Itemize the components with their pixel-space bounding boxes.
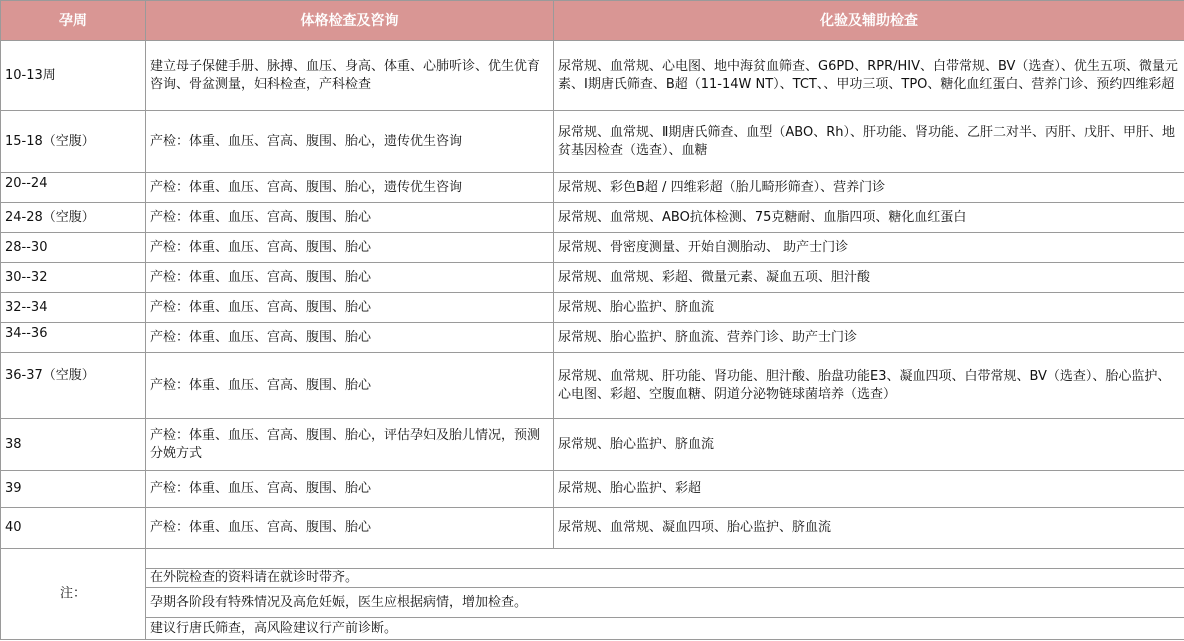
lab-cell: 尿常规、血常规、ABO抗体检测、75克糖耐、血脂四项、糖化血红蛋白	[554, 203, 1184, 233]
lab-cell: 尿常规、骨密度测量、开始自测胎动、 助产士门诊	[554, 233, 1184, 263]
lab-cell: 尿常规、血常规、凝血四项、胎心监护、脐血流	[554, 508, 1184, 549]
lab-cell: 尿常规、胎心监护、彩超	[554, 471, 1184, 508]
table-row	[1, 323, 1184, 353]
table-row	[1, 111, 1184, 173]
physical-cell: 产检：体重、血压、宫高、腹围、胎心	[146, 353, 554, 419]
note-item: 在外院检查的资料请在就诊时带齐。	[146, 569, 1184, 588]
lab-cell: 尿常规、胎心监护、脐血流	[554, 293, 1184, 323]
lab-cell: 尿常规、胎心监护、脐血流	[554, 419, 1184, 471]
physical-cell: 建立母子保健手册、脉搏、血压、身高、体重、心肺听诊、优生优育咨询、骨盆测量，妇科检查，产科检查	[146, 41, 554, 111]
table-row	[1, 293, 1184, 323]
week-cell: 39	[1, 471, 146, 508]
table-row	[1, 471, 1184, 508]
physical-cell: 产检：体重、血压、宫高、腹围、胎心	[146, 203, 554, 233]
table-row	[1, 419, 1184, 471]
notes-spacer	[146, 549, 1184, 569]
physical-cell: 产检：体重、血压、宫高、腹围、胎心，评估孕妇及胎儿情况，预测分娩方式	[146, 419, 554, 471]
week-cell: 24-28（空腹）	[1, 203, 146, 233]
header-physical: 体格检查及咨询	[146, 1, 554, 41]
lab-cell: 尿常规、血常规、Ⅱ期唐氏筛查、血型（ABO、Rh）、肝功能、肾功能、乙肝二对半、丙肝、戊肝、甲肝、地贫基因检查（选查）、血糖	[554, 111, 1184, 173]
lab-cell: 尿常规、血常规、彩超、微量元素、凝血五项、胆汁酸	[554, 263, 1184, 293]
week-cell: 34--36	[1, 323, 146, 353]
header-row	[1, 1, 1184, 41]
table-row	[1, 508, 1184, 549]
note-row	[1, 569, 1184, 588]
physical-cell: 产检：体重、血压、宫高、腹围、胎心	[146, 323, 554, 353]
physical-cell: 产检：体重、血压、宫高、腹围、胎心	[146, 508, 554, 549]
table-row	[1, 353, 1184, 419]
week-cell: 30--32	[1, 263, 146, 293]
lab-cell: 尿常规、血常规、心电图、地中海贫血筛查、G6PD、RPR/HIV、白带常规、BV（选查）、优生五项、微量元素、Ⅰ期唐氏筛查、B超（11-14W NT）、TCT、、甲功三项、TPO、糖化血红蛋白、营养门诊、预约四维彩超	[554, 41, 1184, 111]
week-cell: 28--30	[1, 233, 146, 263]
table-row	[1, 203, 1184, 233]
week-cell: 36-37（空腹）	[1, 353, 146, 419]
week-cell: 38	[1, 419, 146, 471]
notes-label: 注：	[1, 549, 146, 640]
header-week: 孕周	[1, 1, 146, 41]
physical-cell: 产检：体重、血压、宫高、腹围、胎心	[146, 263, 554, 293]
week-cell: 40	[1, 508, 146, 549]
physical-cell: 产检：体重、血压、宫高、腹围、胎心，遗传优生咨询	[146, 173, 554, 203]
notes-spacer-row	[1, 549, 1184, 569]
physical-cell: 产检：体重、血压、宫高、腹围、胎心，遗传优生咨询	[146, 111, 554, 173]
table-row	[1, 263, 1184, 293]
note-row	[1, 588, 1184, 618]
note-row	[1, 618, 1184, 640]
lab-cell: 尿常规、彩色B超 / 四维彩超（胎儿畸形筛查）、营养门诊	[554, 173, 1184, 203]
table-row	[1, 173, 1184, 203]
note-item: 建议行唐氏筛查，高风险建议行产前诊断。	[146, 618, 1184, 640]
week-cell: 32--34	[1, 293, 146, 323]
note-item: 孕期各阶段有特殊情况及高危妊娠，医生应根据病情，增加检查。	[146, 588, 1184, 618]
lab-cell: 尿常规、血常规、肝功能、肾功能、胆汁酸、胎盘功能E3、凝血四项、白带常规、BV（选查）、胎心监护、心电图、彩超、空腹血糖、阴道分泌物链球菌培养（选查）	[554, 353, 1184, 419]
week-cell: 10-13周	[1, 41, 146, 111]
week-cell: 20--24	[1, 173, 146, 203]
physical-cell: 产检：体重、血压、宫高、腹围、胎心	[146, 471, 554, 508]
week-cell: 15-18（空腹）	[1, 111, 146, 173]
table-row	[1, 41, 1184, 111]
table-row	[1, 233, 1184, 263]
physical-cell: 产检：体重、血压、宫高、腹围、胎心	[146, 293, 554, 323]
header-lab: 化验及辅助检查	[554, 1, 1184, 41]
physical-cell: 产检：体重、血压、宫高、腹围、胎心	[146, 233, 554, 263]
lab-cell: 尿常规、胎心监护、脐血流、营养门诊、助产士门诊	[554, 323, 1184, 353]
